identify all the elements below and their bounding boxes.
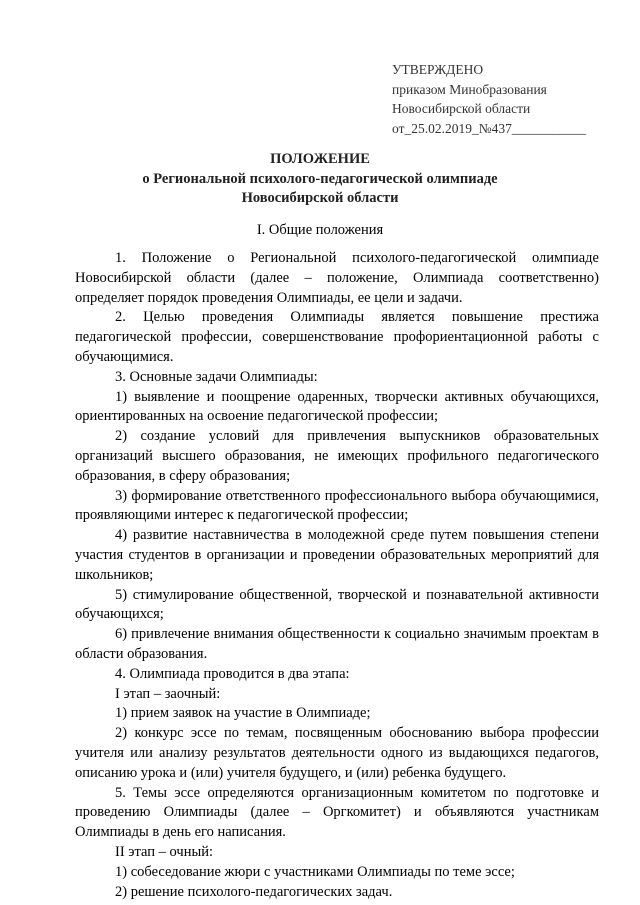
paragraph: 2) решение психолого-педагогических задач. [115,883,393,900]
approval-order: приказом Минобразования [392,81,547,97]
paragraph: 4. Олимпиада проводится в два этапа: [115,665,350,682]
title-line-3: Новосибирской области [241,190,399,206]
paragraph: II этап – очный: [115,843,213,860]
paragraph: 5. Темы эссе определяются организационным комитетом по подготовке и проведению Олимпиады (далее – Оргкомитет) и объявляются участникам Олимпиады в день его написания. [75,784,599,841]
paragraph: 2) создание условий для привлечения выпускников образовательных организаций высшего образования, не имеющих профильного педагогического образования, в сферу образования; [75,428,599,484]
approval-region: Новосибирской области [392,101,531,116]
paragraph: 5) стимулирование общественной, творческой и познавательной активности обучающихся; [75,586,599,623]
approval-stamp [392,60,612,138]
title-line-1: ПОЛОЖЕНИЕ [270,151,370,167]
paragraph: 1) выявление и поощрение одаренных, творчески активных обучающихся, ориентированных на освоение педагогической профессии; [75,388,599,425]
paragraph: 2) конкурс эссе по темам, посвященным обоснованию выбора профессии учителя или анализу результатов деятельности одного из выдающихся педагогов, описанию урока и (или) учителя будущего, и (или) ребенка будущего. [75,725,599,781]
paragraph: 6) привлечение внимания общественности к социально значимым проектам в области образования. [75,626,599,662]
paragraph: 1. Положение о Региональной психолого-педагогической олимпиаде Новосибирской области (далее – положение, Олимпиада соответственно) определяет порядок проведения Олимпиады, ее цели и задачи. [75,250,599,306]
title-line-2: о Региональной психолого-педагогической олимпиаде [142,170,498,187]
document-title [0,150,640,209]
paragraph: 3. Основные задачи Олимпиады: [115,368,318,385]
document-body [75,249,599,902]
paragraph: 1) прием заявок на участие в Олимпиаде; [115,705,371,722]
paragraph: I этап – заочный: [115,685,221,702]
paragraph: 4) развитие наставничества в молодежной среде путем повышения степени участия студентов в организации и проведении образовательных мероприятий для школьников; [75,527,599,583]
section-heading: I. Общие положения [256,222,384,238]
paragraph: 2. Целью проведения Олимпиады является повышение престижа педагогической профессии, совершенствование профориентационной работы с обучающимися. [75,309,599,365]
approval-date-number: от_25.02.2019_№437___________ [392,120,587,136]
paragraph: 3) формирование ответственного профессионального выбора обучающимися, проявляющими интерес к педагогической профессии; [75,487,599,524]
paragraph: 1) собеседование жюри с участниками Олимпиады по теме эссе; [115,863,515,880]
approval-title: УТВЕРЖДЕНО [392,62,484,77]
